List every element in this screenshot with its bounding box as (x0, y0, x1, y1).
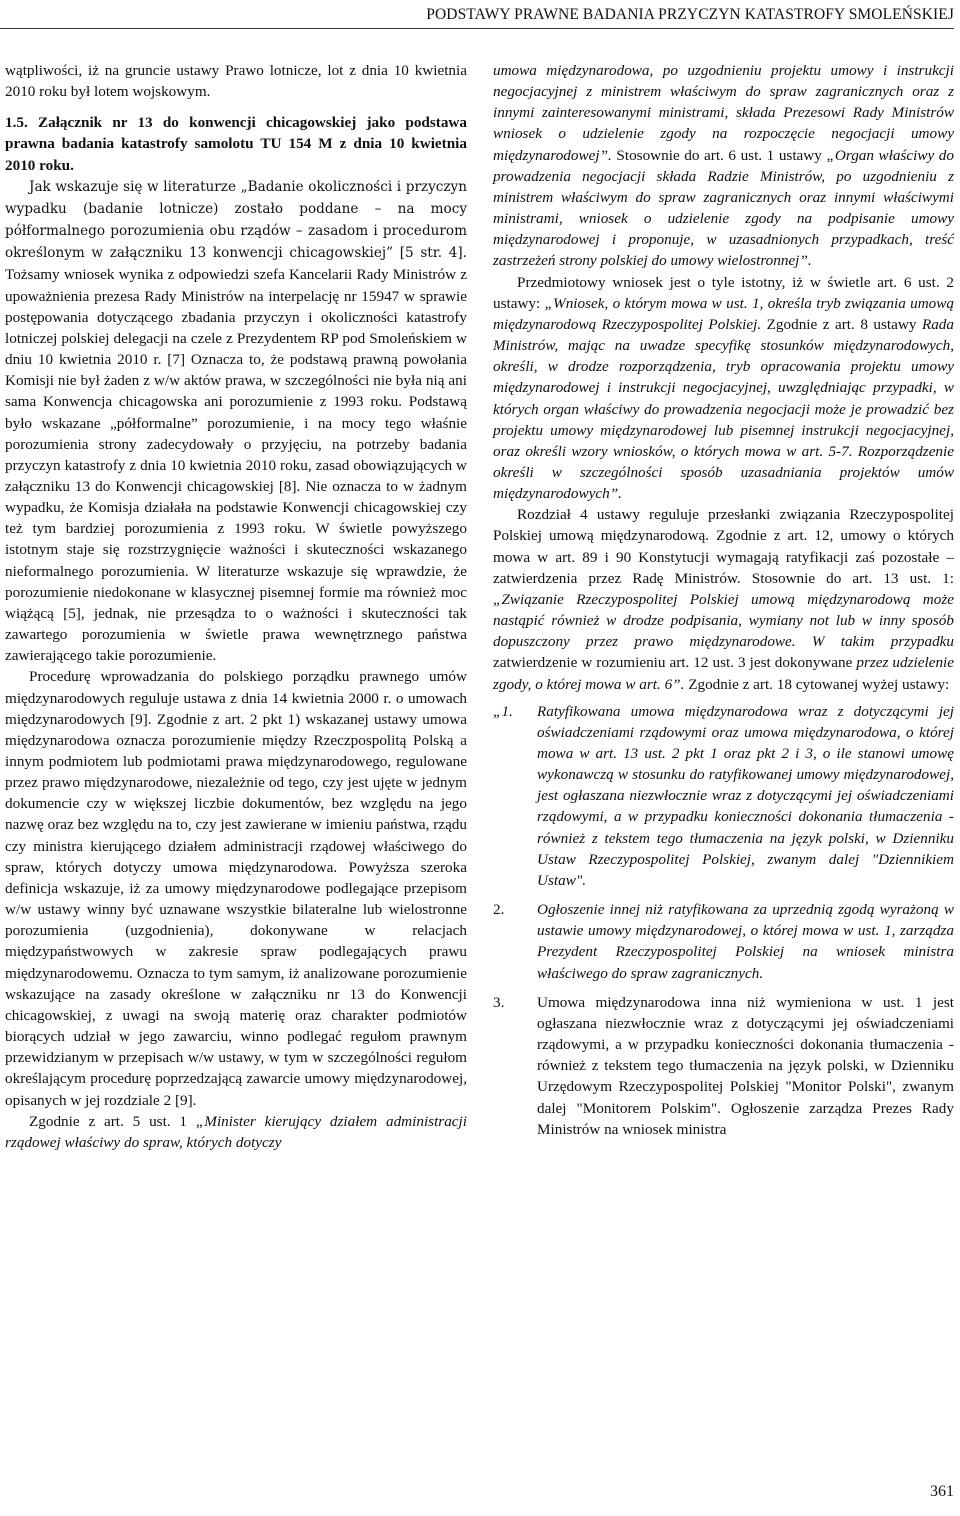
page-number: 361 (930, 1483, 954, 1500)
literature-quote: Jak wskazuje się w literaturze „Badanie okoliczności i przyczyn wypadku (badanie lotnicze) zostało poddane – na mocy półformalnego porozumienia obu rządów – zasadom i procedurom określonym w załączniku 13 konwencji chicagowskiej” [5 str. 4]. (5, 178, 467, 262)
list-item-text: Ogłoszenie innej niż ratyfikowana za uprzednią zgodą wyrażoną w ustawie umowy międzynarodowej, o której mowa w ust. 1, zarządza Prezydent Rzeczypospolitej Polskiej na wniosek ministra właściwego do spraw zagranicznych. (537, 901, 954, 982)
quote-art8: Rada Ministrów, mając na uwadze specyfikę stosunków międzynarodowych, określi, w drodze rozporządzenia, tryb opracowania projektu umowy międzynarodowej i instrukcji negocjacyjnej, uwzględniając przypadki, w których organ właściwy do prowadzenia negocjacji może je prowadzić bez projektu umowy międzynarodowej lub pisemnej instrukcji negocjacyjnej, oraz określi wzory wniosków, o których mowa w art. 5-7. Rozporządzenie określi w szczególności sposób uzasadniania projektów umów międzynarodowych”. (493, 315, 954, 503)
quote-art6: „Organ właściwy do prowadzenia negocjacji składa Radzie Ministrów, po uzgodnieniu z ministrem właściwym do spraw zagranicznych oraz innymi właściwymi ministrami, wniosek o udzielenie zgody na podpisanie umowy międzynarodowej i proponuje, w uzasadnionych przypadkach, treść zastrzeżeń strony polskiej do umowy wielostronnej”. (493, 146, 954, 270)
right-paragraph-3 (493, 504, 954, 694)
right-column (493, 60, 954, 1140)
list-item-number: „1. (493, 702, 513, 720)
quote-art13: „Związanie Rzeczypospolitej Polskiej umową międzynarodową może nastąpić również w drodze podpisania, wymiany not lub w inny sposób dopuszczony przez prawo międzynarodowe. W takim przypadku (493, 590, 954, 651)
chapter4-text: Rozdział 4 ustawy reguluje przesłanki związania Rzeczypospolitej Polskiej umową międzynarodową. Zgodnie z art. 12, umowy o których mowa w art. 89 i 90 Konstytucji wymagają ratyfikacji zaś pozostałe – zatwierdzenia przez Radę Ministrów. Stosownie do art. 13 ust. 1: (493, 506, 954, 587)
paragraph-3 (5, 1111, 467, 1153)
list-item-text: Ratyfikowana umowa międzynarodowa wraz z dotyczącymi jej oświadczeniami rządowymi oraz umowa międzynarodowa, o której mowa w art. 13 ust. 2 pkt 1 oraz pkt 2 i 3, o ile stanowi umowę wykonawczą w stosunku do ratyfikowanej umowy międzynarodowej, jest ogłaszana niezwłocznie wraz z dotyczącymi jej oświadczeniami rządowymi, a w przypadku konieczności dokonania tłumaczenia - również z tekstem tego tłumaczenia na język polski, w Dzienniku Ustaw Rzeczypospolitej Polskiej, zwanym dalej "Dziennikiem Ustaw". (537, 702, 954, 889)
art12-text: zatwierdzenie w rozumieniu art. 12 ust. 3 jest dokonywane (493, 654, 857, 672)
paragraph-1 (5, 176, 467, 667)
left-column (5, 60, 467, 1153)
intro-paragraph: wątpliwości, iż na gruncie ustawy Prawo lotnicze, lot z dnia 10 kwietnia 2010 roku był lotem wojskowym. (5, 62, 467, 101)
right-paragraph-1 (493, 60, 954, 272)
list-item-number: 2. (493, 901, 505, 919)
list-item-number: 3. (493, 993, 505, 1011)
paragraph-3-lead: Zgodnie z art. 5 ust. 1 (29, 1112, 196, 1130)
art6-lead: Stosownie do art. 6 ust. 1 ustawy (611, 146, 827, 164)
art8-lead: Zgodnie z art. 8 ustawy (761, 315, 922, 333)
section-heading: 1.5. Załącznik nr 13 do konwencji chicagowskiej jako podstawa prawna badania katastrofy samolotu TU 154 M z dnia 10 kwietnia 2010 roku. (5, 114, 467, 174)
right-paragraph-2 (493, 272, 954, 505)
list-item-text: Umowa międzynarodowa inna niż wymieniona w ust. 1 jest ogłaszana niezwłocznie wraz z dotyczącymi jej oświadczeniami rządowymi, a w przypadku konieczności dokonania tłumaczenia - również z tekstem tego tłumaczenia na język polski, w Dzienniku Urzędowym Rzeczypospolitej Polskiej "Monitor Polski", zwanym dalej "Monitorem Polskim". Ogłoszenie zarządza Prezes Rady Ministrów na wniosek ministra (537, 993, 954, 1138)
paragraph-2: Procedurę wprowadzania do polskiego porządku prawnego umów międzynarodowych reguluje ustawa z dnia 14 kwietnia 2000 r. o umowach międzynarodowych [9]. Zgodnie z art. 2 pkt 1) wskazanej ustawy umowa międzynarodowa oznacza porozumienie między Rzeczpospolitą Polską a innym podmiotem lub podmiotami prawa międzynarodowego, regulowane przez prawo międzynarodowe, niezależnie od tego, czy jest ujęte w jednym dokumencie czy w większej liczbie dokumentów, bez względu na jego nazwę oraz bez względu na to, czy jest zawierane w imieniu państwa, rządu czy ministra kierującego działem administracji rządowej właściwego do spraw, których dotyczy umowa międzynarodowa. Powyższa szeroka definicja wskazuje, iż za umowy międzynarodowe podlegające przepisom w/w ustawy winny być uznawane wszystkie bilateralne lub wielostronne porozumienia (uzgodnienia), dokonywane w relacjach międzypaństwowych w zakresie spraw podlegających prawu międzynarodowemu. Oznacza to tym samym, iż analizowane porozumienie wskazujące na zasady określone w załączniku nr 13 do Konwencji chicagowskiej, z uwagi na swoją materię oraz charakter podmiotów biorących udział w jego zawarciu, winno podlegać regułom prawnym przewidzianym w przepisach w/w ustawy, w tym w szczególności regułom określającym procedurę poprzedzającą zawarcie umowy międzynarodowej, opisanych w jej rozdziale 2 [9]. (5, 668, 467, 1109)
art18-list (493, 701, 954, 1140)
quote-art6-2: „Wniosek, o którym mowa w ust. 1, określa tryb związania umową międzynarodową Rzeczypospolitej Polskiej. (493, 294, 955, 333)
quote-art5: umowa międzynarodowa, po uzgodnieniu projektu umowy i instrukcji negocjacyjnej z ministrem właściwym do spraw zagranicznych oraz z innymi zainteresowanymi ministrami, składa Prezesowi Rady Ministrów wniosek o udzielenie zgody na rozpoczęcie negocjacji umowy międzynarodowej”. (493, 62, 954, 164)
list-item (493, 992, 954, 1140)
list-item (493, 899, 954, 984)
paragraph-1-body: Tożsamy wniosek wynika z odpowiedzi szefa Kancelarii Rady Ministrów z upoważnienia prezesa Rady Ministrów na interpelację nr 15947 w sprawie postępowania dotyczącego zbadania przyczyn i okoliczności katastrofy lotniczej polskiej delegacji na czele z Prezydentem RP pod Smoleńskiem w dniu 10 kwietnia 2010 r. [7] Oznacza to, że podstawą prawną powołania Komisji nie był żaden z w/w aktów prawa, w szczególności nie była nią ani sama Konwencja chicagowska ani porozumienie z 1993 roku. Podstawą było wskazane „półformalne” porozumienie, i na mocy tego właśnie porozumienia strony zadecydowały o przyjęciu, na potrzeby badania przyczyn katastrofy z dnia 10 kwietnia 2010 roku, zasad obowiązujących w załączniku 13 do Konwencji chicagowskiej [8]. Nie oznacza to w żadnym wypadku, że Komisja działała na podstawie Konwencji chicagowskiej czy też tym bardziej porozumienia z 1993 roku. W świetle powyższego istotnym staje się rozstrzygnięcie ważności i skuteczności wskazanego nieformalnego porozumienia. W literaturze wskazuje się wprawdzie, że porozumienie niedokonane w klasycznej pisemnej formie ma również moc wiążącą [5], jednak, nie przesądza to o ważności i skuteczności tak zawartego porozumienia w świetle prawa wewnętrznego państwa zawierającego takie porozumienie. (5, 266, 467, 665)
list-item (493, 701, 954, 891)
paragraph-3-quote: „Minister kierujący działem administracji rządowej właściwy do spraw, których dotyczy (5, 1112, 467, 1151)
art18-lead: Zgodnie z art. 18 cytowanej wyżej ustawy: (684, 675, 950, 693)
art6-2-lead: Przedmiotowy wniosek jest o tyle istotny, iż w świetle art. 6 ust. 2 ustawy: (493, 273, 954, 312)
quote-consent: przez udzielenie zgody, o której mowa w art. 6”. (493, 654, 955, 693)
running-header: PODSTAWY PRAWNE BADANIA PRZYCZYN KATASTROFY SMOLEŃSKIEJ (0, 6, 954, 29)
